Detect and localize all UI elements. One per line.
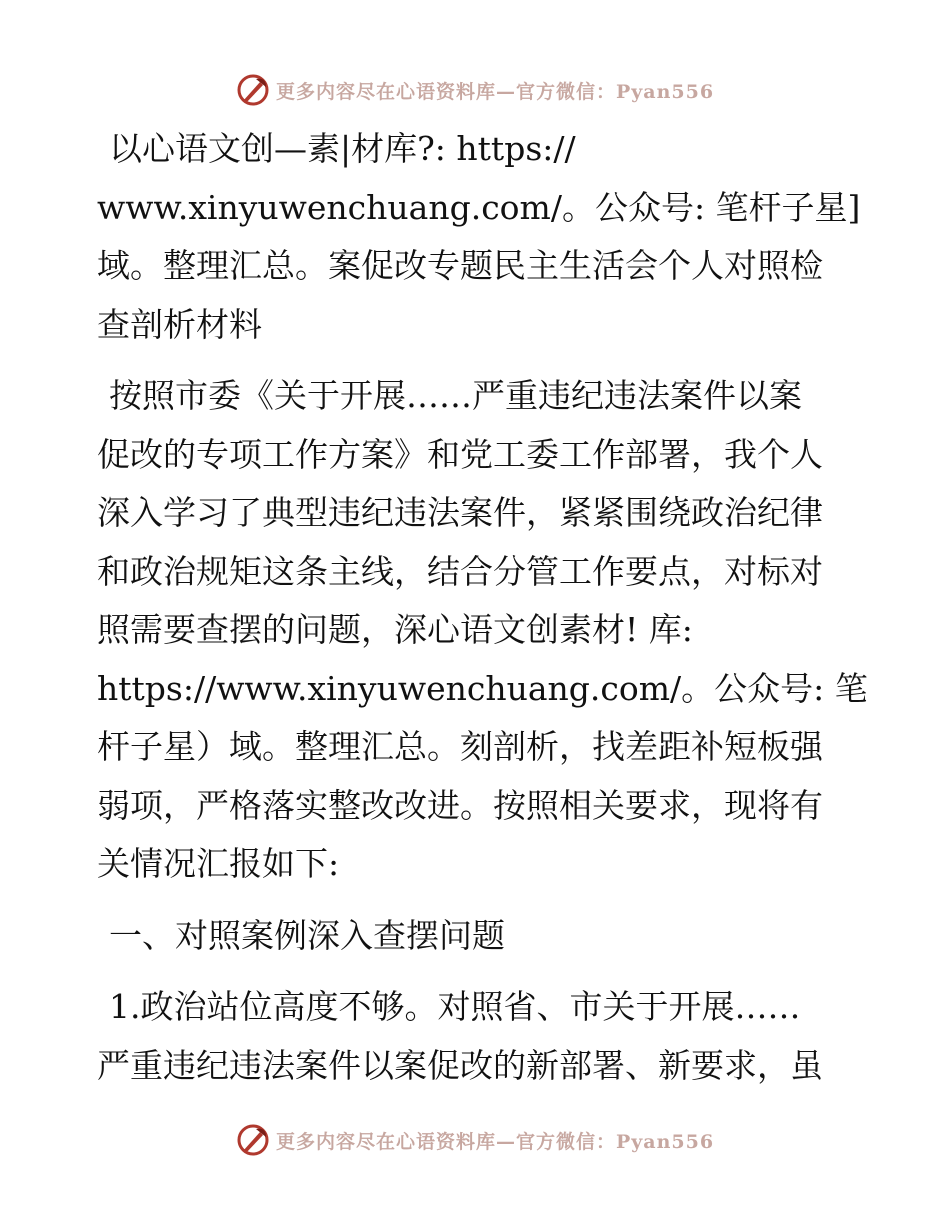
text-line-10: https://www.xinyuwenchuang.com/。公众号: 笔 bbox=[97, 668, 868, 708]
text-line-13: 关情况汇报如下: bbox=[97, 844, 340, 883]
text-line-16: 严重违纪违法案件以案促改的新部署、新要求，虽 bbox=[97, 1045, 823, 1085]
header-watermark-text: 更多内容尽在心语资料库—官方微信：Pyan556 bbox=[275, 80, 715, 103]
document-body bbox=[97, 120, 868, 1095]
text-line-9: 照需要查摆的问题，深心语文创素材! 库: bbox=[97, 610, 693, 649]
text-line-1: 以心语文创—素|材库?: https:// bbox=[109, 129, 576, 168]
text-line-7: 深入学习了典型违纪违法案件，紧紧围绕政治纪律 bbox=[97, 493, 823, 532]
text-line-8: 和政治规矩这条主线，结合分管工作要点，对标对 bbox=[97, 551, 823, 591]
footer-watermark-banner bbox=[0, 1120, 950, 1160]
text-line-15: 1.政治站位高度不够。对照省、市关于开展…… bbox=[109, 987, 801, 1026]
text-line-12: 弱项，严格落实整改改进。按照相关要求，现将有 bbox=[97, 785, 823, 825]
text-line-2: www.xinyuwenchuang.com/。公众号: 笔杆子星] bbox=[97, 187, 861, 227]
quill-pen-logo-icon bbox=[236, 1123, 270, 1157]
footer-watermark-text: 更多内容尽在心语资料库—官方微信：Pyan556 bbox=[275, 1130, 715, 1153]
text-line-4: 查剖析材料 bbox=[97, 304, 262, 344]
quill-pen-logo-icon bbox=[236, 73, 270, 107]
text-line-3: 域。整理汇总。案促改专题民主生活会个人对照检 bbox=[97, 246, 823, 285]
section-heading: 一、对照案例深入查摆问题 bbox=[109, 915, 505, 955]
text-line-11: 杆子星）域。整理汇总。刻剖析，找差距补短板强 bbox=[97, 727, 823, 766]
text-line-5: 按照市委《关于开展……严重违纪违法案件以案 bbox=[109, 376, 802, 415]
header-watermark-banner bbox=[0, 70, 950, 110]
text-line-6: 促改的专项工作方案》和党工委工作部署，我个人 bbox=[97, 434, 823, 474]
